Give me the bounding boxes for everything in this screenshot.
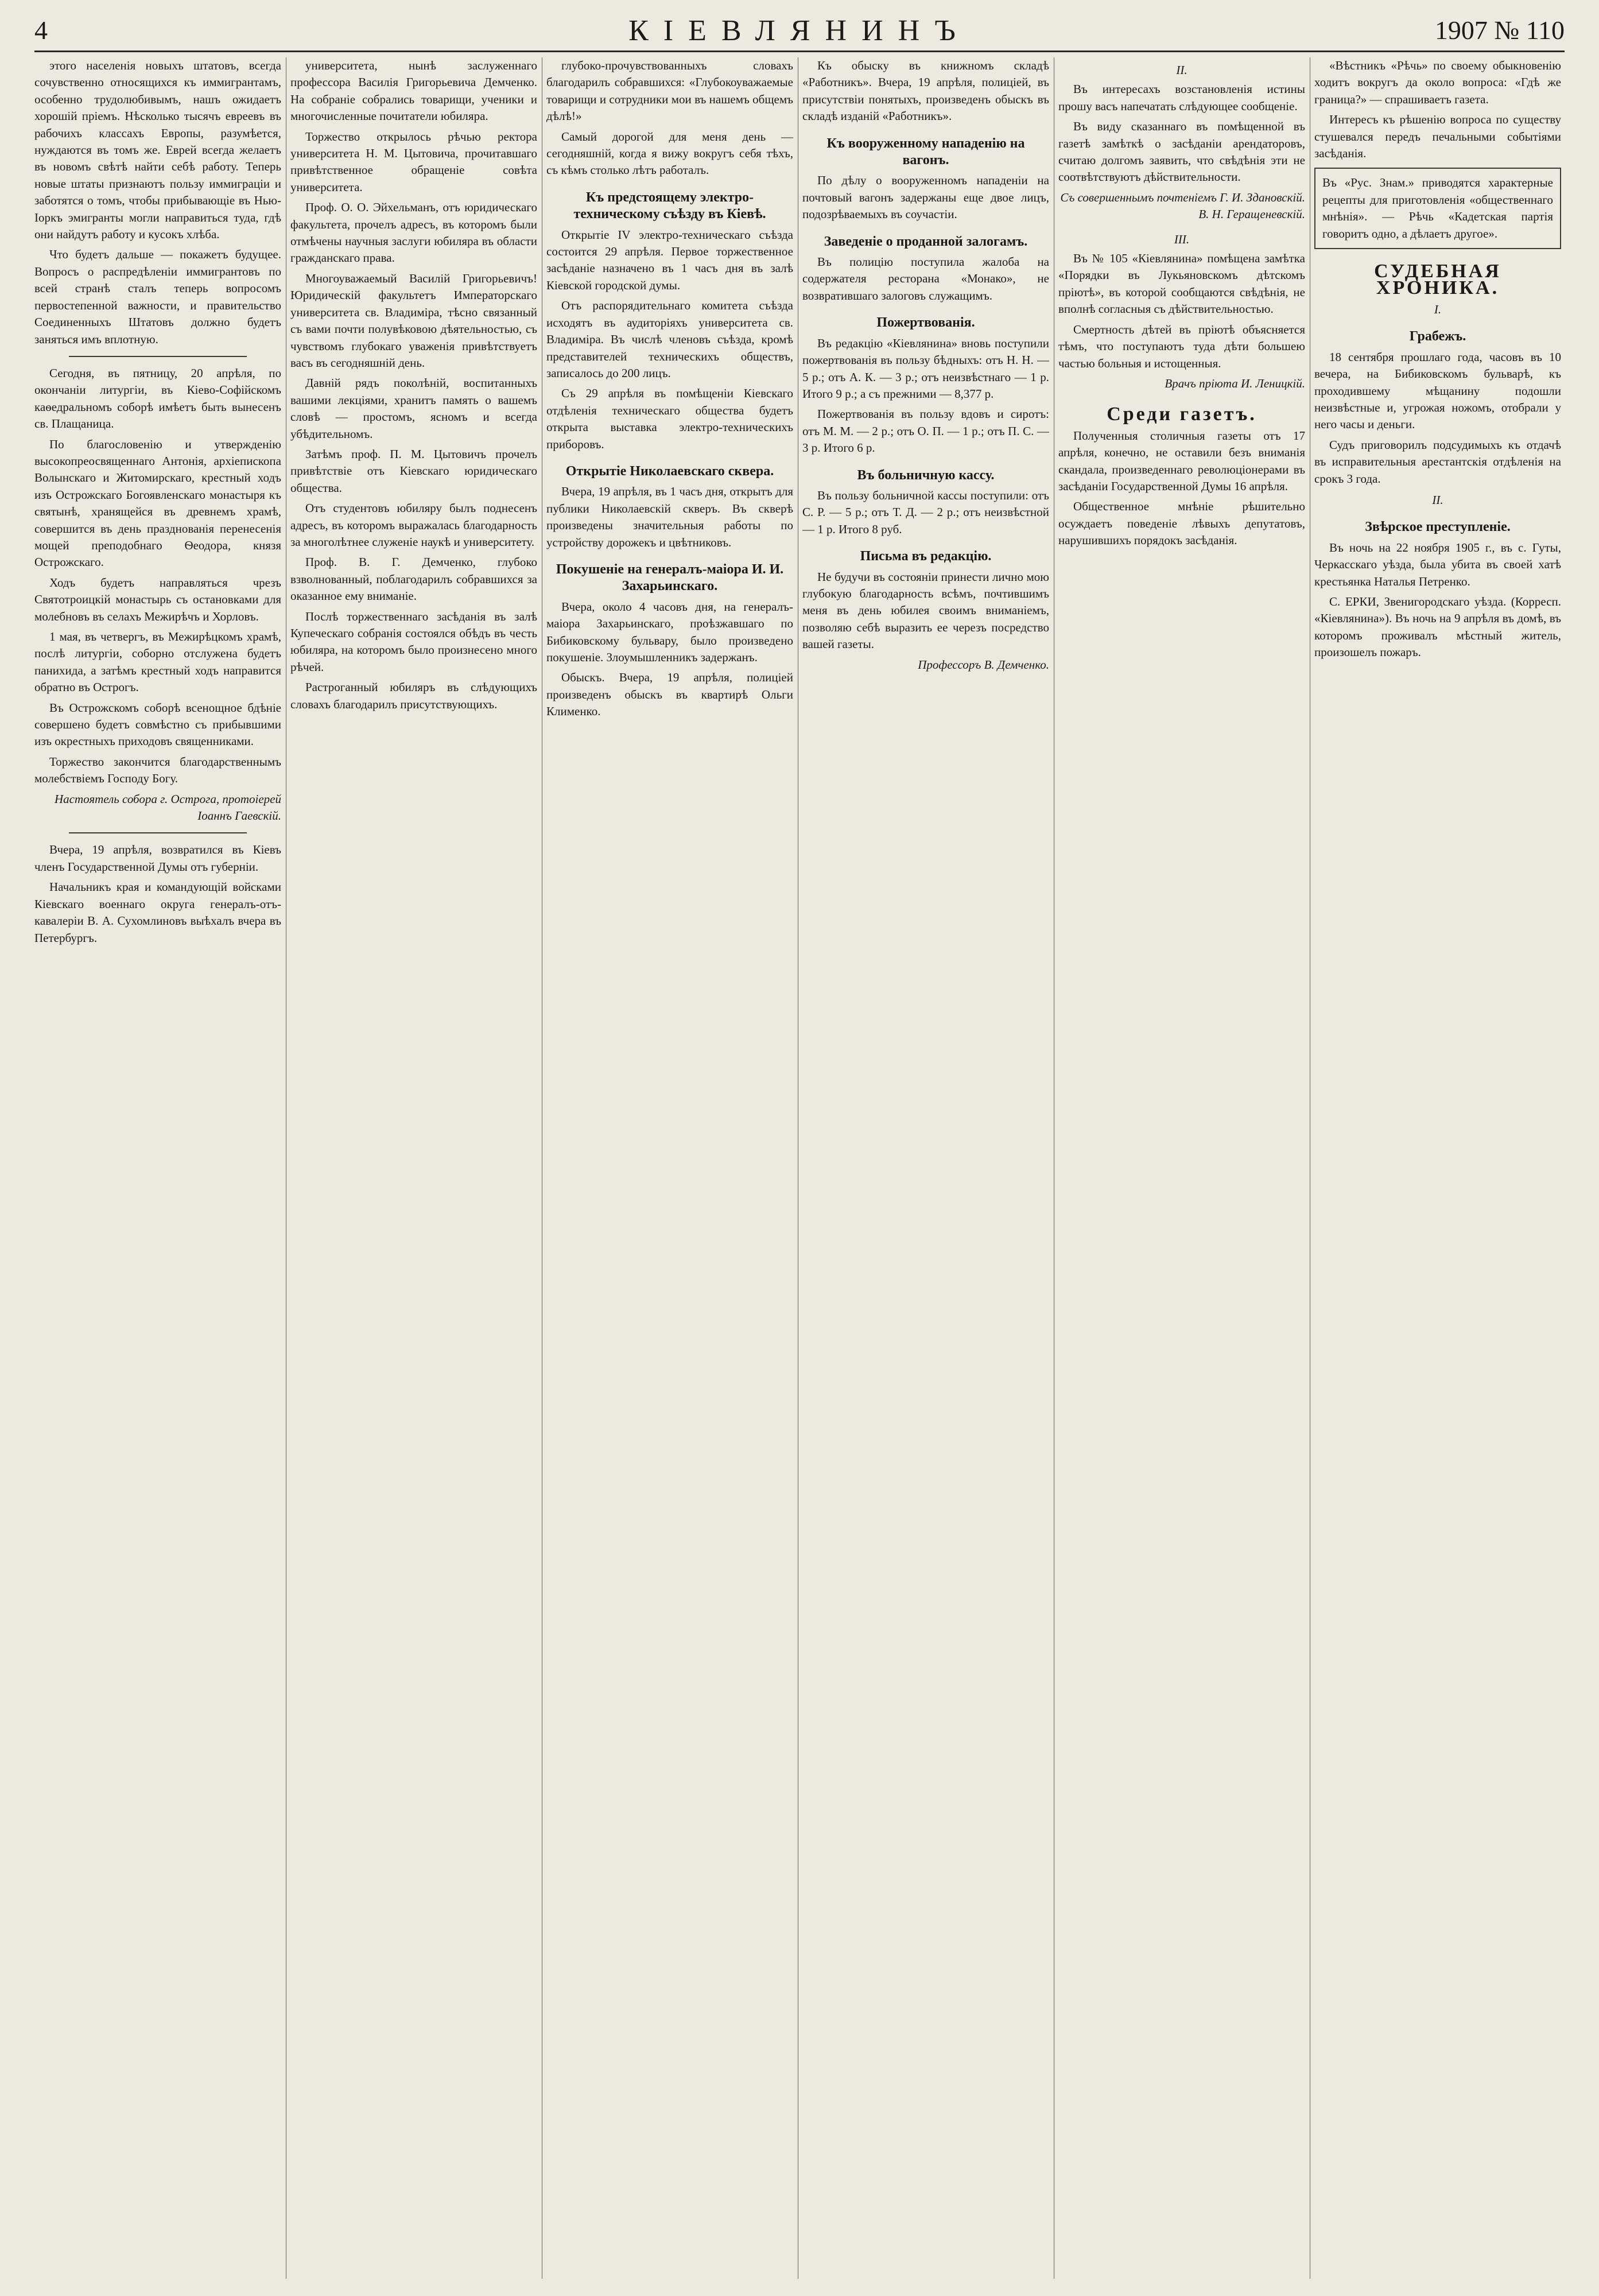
article-paragraph: Обыскъ. Вчера, 19 апрѣля, полиціей произведенъ обыскъ въ квартирѣ Ольги Клименко. bbox=[546, 670, 793, 719]
newspaper-title: КІЕВЛЯНИНЪ bbox=[628, 14, 971, 47]
article-paragraph: С. ЕРКИ, Звенигородскаго уѣзда. (Корресп. «Кіевлянина»). Въ ночь на 9 апрѣля въ домѣ, въ которомъ проживалъ мѣстный житель, произошелъ пожаръ. bbox=[1314, 594, 1561, 660]
article-paragraph: 1 мая, въ четвергъ, въ Межирѣцкомъ храмѣ, послѣ литургіи, соборно отслужена будетъ панихида, а затѣмъ крестный ходъ направится обратно въ Острогъ. bbox=[34, 630, 281, 695]
article-paragraph: Въ Острожскомъ соборѣ всенощное бдѣніе совершено будетъ совмѣстно съ прибывшими изъ окрестныхъ приходовъ священниками. bbox=[34, 700, 281, 748]
article-paragraph: Вчера, 19 апрѣля, возвратился въ Кіевъ членъ Государственной Думы отъ губерніи. bbox=[34, 843, 281, 874]
article-paragraph: Открытіе IV электро-техническаго съѣзда состоится 29 апрѣля. Первое торжественное засѣданіе назначено въ 1 часъ дня въ залѣ Кіевской городской думы. bbox=[546, 227, 793, 292]
article-paragraph: Что будетъ дальше — покажетъ будущее. Вопросъ о распредѣленіи иммигрантовъ по всей странѣ сталъ теперь вопросомъ первостепенной важности, и правительство Соединенныхъ Штатовъ должно будетъ заняться имъ вплотную. bbox=[34, 247, 281, 346]
article-heading: Покушеніе на генералъ-маіора И. И. Захарьинскаго. bbox=[556, 561, 784, 594]
divider bbox=[69, 356, 247, 357]
article-paragraph: Полученныя столичныя газеты отъ 17 апрѣля, конечно, не оставили безъ вниманія скандала, произведеннаго революціонерами въ засѣданіи Государственной Думы 16 апрѣля. bbox=[1058, 428, 1305, 493]
article-heading: Пожертвованія. bbox=[876, 315, 975, 331]
article-paragraph: Судъ приговорилъ подсудимыхъ къ отдачѣ въ исправительныя арестантскія отдѣленія на срокъ 3 года. bbox=[1314, 437, 1561, 486]
article-number: I. bbox=[1434, 302, 1442, 316]
signature: Профессоръ В. Демченко. bbox=[918, 657, 1049, 672]
column-3 bbox=[546, 57, 793, 2279]
article-paragraph: Отъ распорядительнаго комитета съѣзда исходятъ въ аудиторіяхъ университета св. Владиміра. Въ числѣ членовъ съѣзда, кромѣ представителей техническихъ обществъ, записалось до 200 лицъ. bbox=[546, 298, 793, 380]
column-1 bbox=[34, 57, 281, 2279]
article-paragraph: глубоко-прочувствованныхъ словахъ благодарилъ собравшихся: «Глубокоуважаемые товарищи и сотрудники мои въ нашемъ общемъ дѣлѣ!» bbox=[546, 59, 793, 123]
article-paragraph: Затѣмъ проф. П. М. Цытовичъ прочелъ привѣтствіе отъ Кіевскаго юридическаго общества. bbox=[290, 447, 537, 495]
article-paragraph: Самый дорогой для меня день — сегодняшній, когда я вижу вокругъ себя тѣхъ, съ кѣмъ столько лѣтъ работалъ. bbox=[546, 129, 793, 177]
article-paragraph: этого населенія новыхъ штатовъ, всегда сочувственно относящихся къ иммигрантамъ, особенно трудолюбивымъ, нашъ ожидаетъ хорошій пріемъ. Нѣсколько тысячъ евреевъ въ рабочихъ классахъ Европы, разумѣется, нуждаются въ томъ же. Еврей всегда желаетъ въ новомъ свѣтѣ найти себѣ работу. Теперь новые штаты признаютъ пользу иммиграціи и заботятся о томъ, чтобы прибывающіе въ Нью-Іоркъ эмигранты могли направиться туда, гдѣ они найдутъ работу и кусокъ хлѣба. bbox=[34, 59, 281, 242]
article-paragraph: Къ обыску въ книжномъ складѣ «Работникъ». Вчера, 19 апрѣля, полиціей, въ присутствіи понятыхъ, произведенъ обыскъ въ складѣ изданій «Работникъ». bbox=[802, 59, 1049, 123]
article-heading: Къ вооруженному нападенію на вагонъ. bbox=[826, 135, 1025, 168]
article-paragraph: 18 сентября прошлаго года, часовъ въ 10 вечера, на Бибиковскомъ бульварѣ, къ проходившему мѣщанину подошли неизвѣстные и, угрожая ножомъ, отобрали у него часы и деньги. bbox=[1314, 350, 1561, 432]
text-columns bbox=[34, 57, 1565, 2279]
article-heading: Къ предстоящему электро-техническому съѣзду въ Кіевѣ. bbox=[573, 189, 766, 222]
article-paragraph: Проф. О. О. Эйхельманъ, отъ юридическаго факультета, прочелъ адресъ, въ которомъ были отмѣчены научныя заслуги юбиляра въ области гражданскаго права. bbox=[290, 200, 537, 265]
article-paragraph: Растроганный юбиляръ въ слѣдующихъ словахъ благодарилъ присутствующихъ. bbox=[290, 680, 537, 711]
article-number: II. bbox=[1432, 492, 1443, 507]
article-paragraph: Ходъ будетъ направляться чрезъ Святотроицкій монастырь съ остановками для молебновъ въ селахъ Межирѣчъ и Хорловъ. bbox=[34, 575, 281, 623]
article-paragraph: По благословенію и утвержденію высокопреосвященнаго Антонія, архіепископа Волынскаго и Житомирскаго, крестный ходъ изъ Острожскаго Богоявленскаго монастыря къ святынѣ, хранящейся въ древнемъ храмѣ, совершится въ день празднованія перенесенія мощей преподобнаго Ѳеодора, князя Острожскаго. bbox=[34, 437, 281, 569]
divider bbox=[69, 832, 247, 833]
section-heading: СУДЕБНАЯ ХРОНИКА. bbox=[1374, 261, 1501, 299]
column-4 bbox=[802, 57, 1049, 2279]
article-heading: Заведеніе о проданной залогамъ. bbox=[824, 234, 1028, 249]
article-paragraph: Въ редакцію «Кіевлянина» вновь поступили пожертвованія въ пользу бѣдныхъ: отъ Н. Н. — 5 р.; отъ А. К. — 3 р.; отъ неизвѣстнаго — 1 р. Итого 9 р.; а съ прежними — 8,377 р. bbox=[802, 336, 1049, 401]
boxed-note: Въ «Рус. Знам.» приводятся характерные рецепты для приготовленія «общественнаго мнѣнія». — Рѣчь «Кадетская партія говоритъ одно, а дѣлаетъ другое». bbox=[1314, 168, 1561, 249]
article-paragraph: Торжество открылось рѣчью ректора университета Н. М. Цытовича, прочитавшаго привѣтственное обращеніе совѣта университета. bbox=[290, 129, 537, 194]
masthead bbox=[34, 10, 1565, 52]
article-number: II. bbox=[1176, 63, 1187, 77]
article-paragraph: Отъ студентовъ юбиляру былъ поднесенъ адресъ, въ которомъ выражалась благодарность за многолѣтнее служеніе наукѣ и университету. bbox=[290, 501, 537, 549]
column-5 bbox=[1058, 57, 1305, 2279]
article-paragraph: Общественное мнѣніе рѣшительно осуждаетъ поведеніе лѣвыхъ депутатовъ, нарушившихъ порядокъ засѣданія. bbox=[1058, 499, 1305, 548]
article-paragraph: Съ 29 апрѣля въ помѣщеніи Кіевскаго отдѣленія техническаго общества будетъ открыта выставка электро-техническихъ приборовъ. bbox=[546, 386, 793, 451]
column-2 bbox=[290, 57, 537, 2279]
article-paragraph: Не будучи въ состояніи принести лично мою глубокую благодарность всѣмъ, почтившимъ меня въ день юбилея своимъ вниманіемъ, позволяю себѣ выразить ее черезъ посредство вашей газеты. bbox=[802, 569, 1049, 651]
article-heading: Звѣрское преступленіе. bbox=[1365, 519, 1511, 535]
signature: Врачъ пріюта И. Леницкій. bbox=[1165, 376, 1305, 390]
signature: Настоятель собора г. Острога, протоіерей Іоаннъ Гаевскій. bbox=[54, 792, 281, 823]
article-paragraph: университета, нынѣ заслуженнаго профессора Василія Григорьевича Демченко. На собраніе собрались товарищи, ученики и многочисленные почитатели юбиляра. bbox=[290, 59, 537, 123]
article-paragraph: Интересъ къ рѣшенію вопроса по существу стушевался передъ печальными событіями засѣданія. bbox=[1314, 113, 1561, 161]
article-paragraph: Сегодня, въ пятницу, 20 апрѣля, по окончаніи литургіи, въ Кіево-Софійскомъ каѳедральномъ соборѣ имѣетъ быть вынесенъ св. Плащаница. bbox=[34, 366, 281, 431]
article-paragraph: По дѣлу о вооруженномъ нападеніи на почтовый вагонъ задержаны еще двое лицъ, подозрѣваемыхъ въ соучастіи. bbox=[802, 173, 1049, 222]
page-number: 4 bbox=[34, 15, 48, 45]
article-paragraph: Вчера, 19 апрѣля, въ 1 часъ дня, открытъ для публики Николаевскій скверъ. Въ скверѣ произведены значительныя работы по устройству дорожекъ и цвѣтниковъ. bbox=[546, 484, 793, 549]
article-paragraph: «Вѣстникъ «Рѣчь» по своему обыкновенію ходитъ вокругъ да около вопроса: «Гдѣ же граница?» — спрашиваетъ газета. bbox=[1314, 59, 1561, 106]
article-paragraph: Въ ночь на 22 ноября 1905 г., въ с. Гуты, Черкасскаго уѣзда, была убита въ своей хатѣ крестьянка Наталья Петренко. bbox=[1314, 540, 1561, 588]
section-heading: Среди газетъ. bbox=[1107, 404, 1257, 425]
article-heading: Открытіе Николаевскаго сквера. bbox=[565, 463, 774, 479]
column-6 bbox=[1314, 57, 1561, 2279]
article-paragraph: Въ виду сказаннаго въ помѣщенной въ газетѣ замѣткѣ о засѣданіи арендаторовъ, считаю долгомъ заявить, что свѣдѣнія эти не соотвѣтствуютъ дѣйствительности. bbox=[1058, 119, 1305, 184]
article-paragraph: Въ интересахъ возстановленія истины прошу васъ напечатать слѣдующее сообщеніе. bbox=[1058, 82, 1305, 113]
article-paragraph: Въ № 105 «Кіевлянина» помѣщена замѣтка «Порядки въ Лукьяновскомъ дѣтскомъ пріютѣ», въ которой сообщаются свѣдѣнія, не вполнѣ согласныя съ дѣйствительностью. bbox=[1058, 251, 1305, 316]
article-paragraph: Послѣ торжественнаго засѣданія въ залѣ Купеческаго собранія состоялся обѣдъ въ честь юбиляра, на которомъ было произнесено много рѣчей. bbox=[290, 609, 537, 674]
article-paragraph: Проф. В. Г. Демченко, глубоко взволнованный, поблагодарилъ собравшихся за оказанное ему вниманіе. bbox=[290, 555, 537, 603]
article-paragraph: Многоуважаемый Василій Григорьевичъ! Юридическій факультетъ Императорскаго университета св. Владиміра, тѣсно связанный съ вами почти полувѣковою дѣятельностью, съ чувствомъ глубокаго уваженія привѣтствуетъ васъ въ сегодняшній день. bbox=[290, 271, 537, 370]
article-paragraph: Торжество закончится благодарственнымъ молебствіемъ Господу Богу. bbox=[34, 754, 281, 786]
issue-number: 1907 № 110 bbox=[1434, 15, 1565, 45]
article-paragraph: Пожертвованія въ пользу вдовъ и сиротъ: отъ М. М. — 2 р.; отъ О. П. — 1 р.; отъ П. С. — 3 р. Итого 6 р. bbox=[802, 407, 1049, 455]
signature: Съ совершеннымъ почтеніемъ Г. И. Здановскій. В. Н. Геращеневскій. bbox=[1060, 190, 1305, 222]
article-heading: Въ больничную кассу. bbox=[857, 467, 995, 483]
article-paragraph: Смертность дѣтей въ пріютѣ объясняется тѣмъ, что поступаютъ туда дѣти большею частью больныя и истощенныя. bbox=[1058, 322, 1305, 370]
article-number: III. bbox=[1174, 232, 1190, 246]
article-paragraph: Давній рядъ поколѣній, воспитанныхъ вашими лекціями, хранитъ память о вашемъ словѣ — простомъ, ясномъ и всегда убѣдительномъ. bbox=[290, 376, 537, 441]
article-paragraph: Начальникъ края и командующій войсками Кіевскаго военнаго округа генералъ-отъ-кавалеріи В. А. Сухомлиновъ выѣхалъ вчера въ Петербургъ. bbox=[34, 880, 281, 945]
article-paragraph: Въ полицію поступила жалоба на содержателя ресторана «Монако», не возвратившаго залоговъ служащимъ. bbox=[802, 255, 1049, 302]
article-paragraph: Въ пользу больничной кассы поступили: отъ С. Р. — 5 р.; отъ Т. Д. — 2 р.; отъ неизвѣстной — 1 р. Итого 8 руб. bbox=[802, 488, 1049, 536]
article-heading: Письма въ редакцію. bbox=[860, 549, 992, 564]
article-paragraph: Вчера, около 4 часовъ дня, на генералъ-маіора Захарьинскаго, проѣзжавшаго по Бибиковскому бульвару, было произведено покушеніе. Злоумышленникъ задержанъ. bbox=[546, 599, 793, 664]
article-heading: Грабежъ. bbox=[1409, 329, 1466, 344]
